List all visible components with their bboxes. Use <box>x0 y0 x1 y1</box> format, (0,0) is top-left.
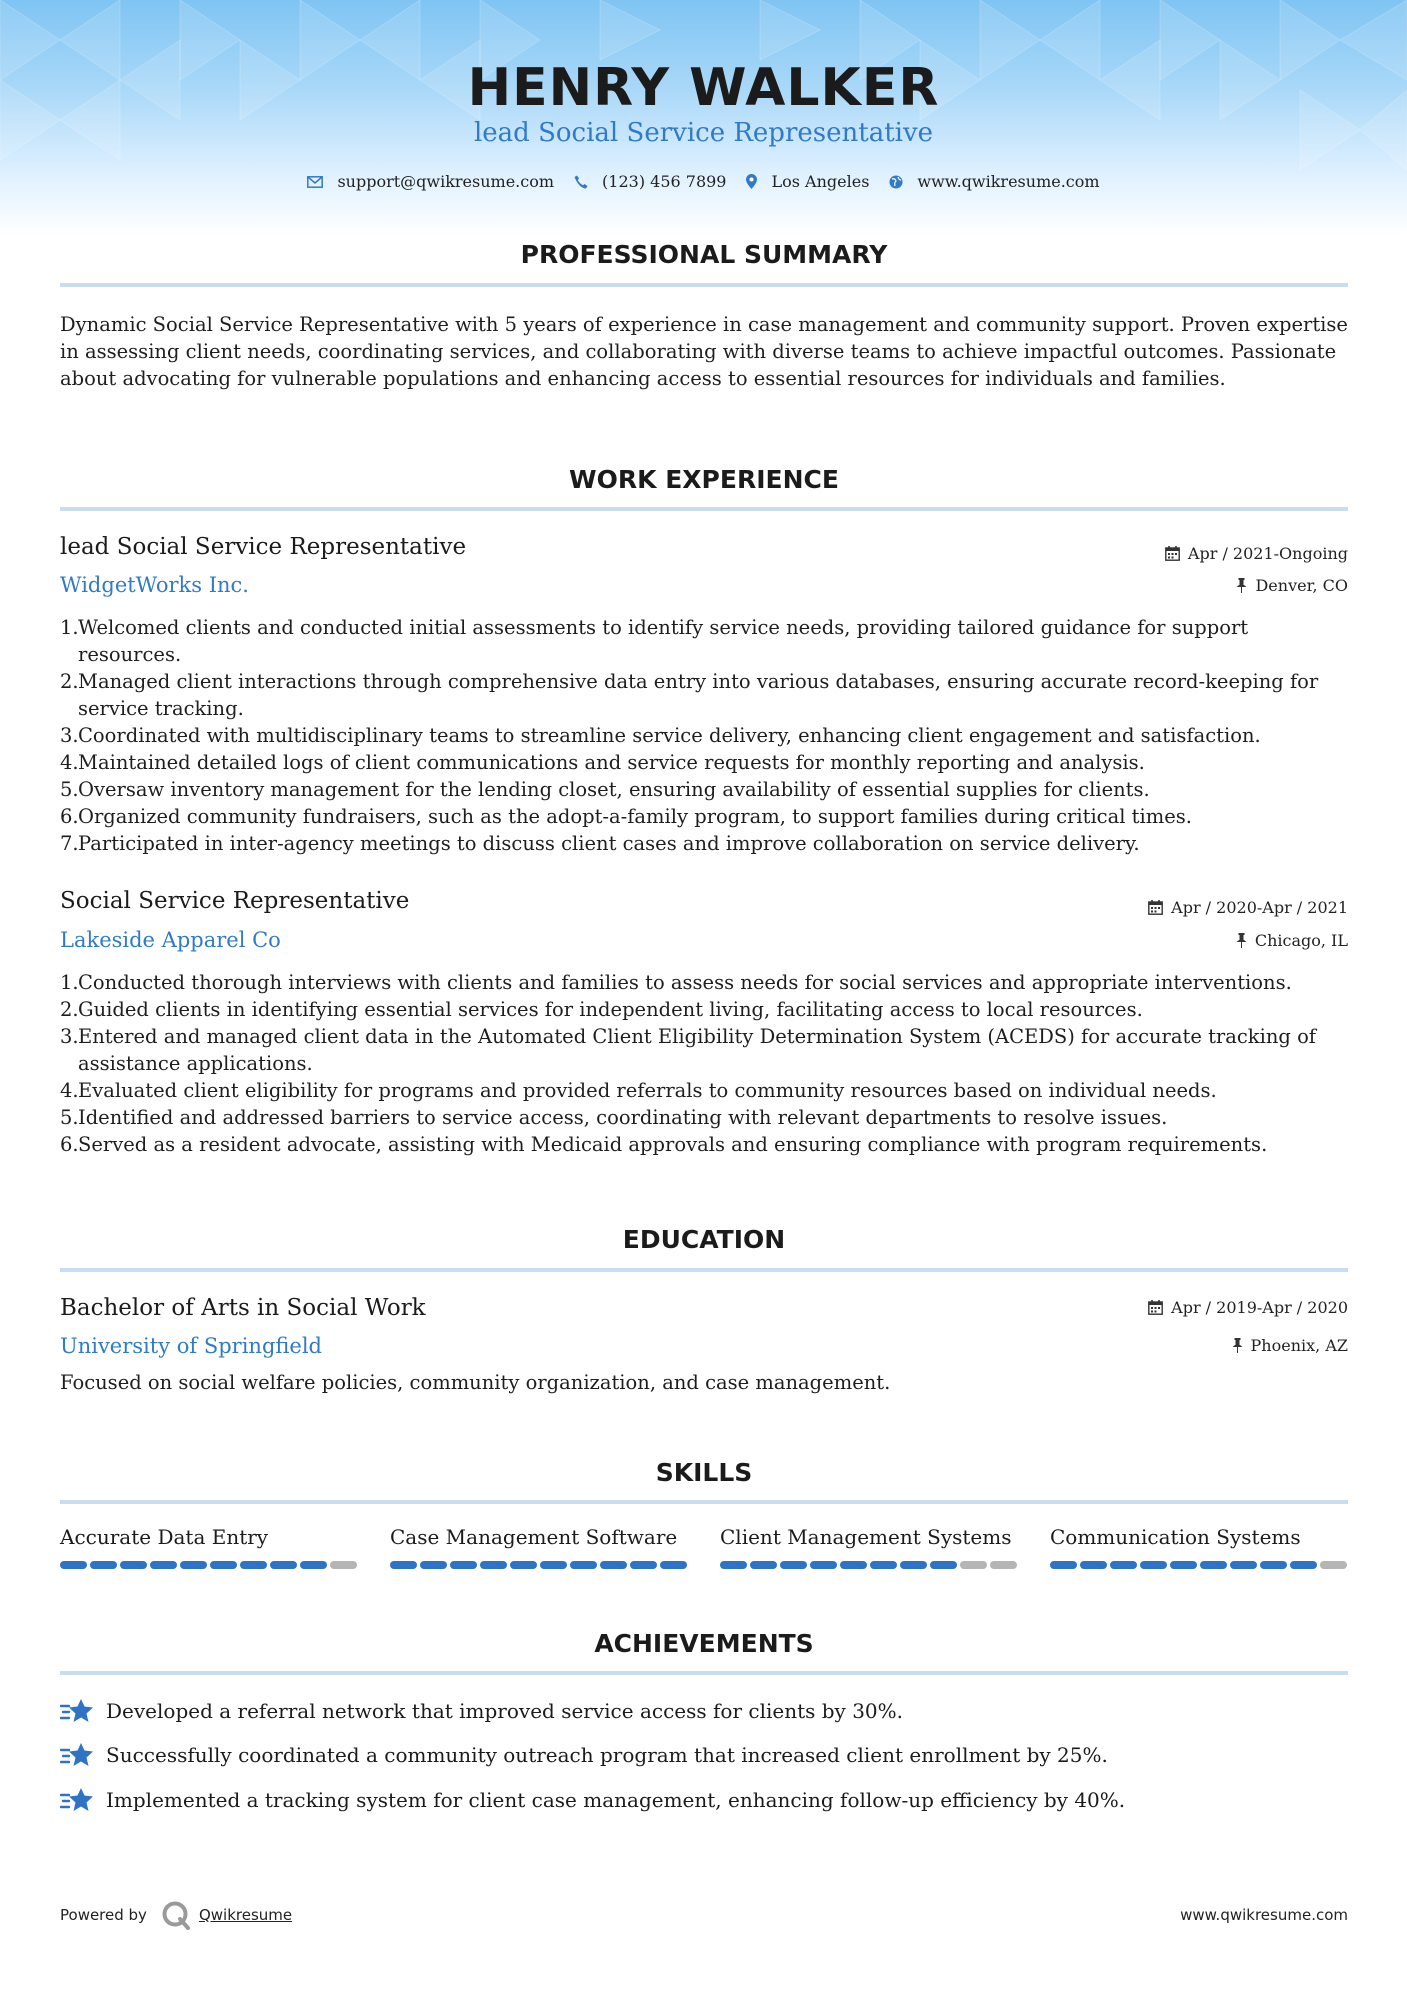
skill-level-bar <box>60 1561 360 1569</box>
job-dates <box>1148 898 1348 917</box>
achievement-item <box>60 1698 1350 1724</box>
achievements-divider <box>60 1671 1348 1675</box>
skill-level-bar <box>720 1561 1020 1569</box>
school-name: University of Springfield <box>60 1334 322 1358</box>
skill-segment-filled <box>480 1561 507 1569</box>
contact-website[interactable] <box>889 172 1099 191</box>
skill-segment-filled <box>1050 1561 1077 1569</box>
list-item: 2. Guided clients in identifying essential services for independent living, facilitating access to local resources. <box>60 998 1143 1021</box>
job-title: Social Service Representative <box>60 888 410 914</box>
skill-segment-filled <box>1260 1561 1287 1569</box>
list-item: 4. Maintained detailed logs of client communications and service requests for monthly reporting and analysis. <box>60 751 1145 774</box>
calendar-icon <box>1148 900 1163 915</box>
list-item: 6. Organized community fundraisers, such as the adopt-a-family program, to support families during critical times. <box>60 805 1192 828</box>
education-dates-text: Apr / 2019-Apr / 2020 <box>1171 1298 1348 1317</box>
contact-email[interactable] <box>307 172 554 191</box>
list-item: 4. Evaluated client eligibility for programs and provided referrals to community resources based on individual needs. <box>60 1079 1217 1102</box>
achievement-item <box>60 1742 1350 1768</box>
pushpin-icon <box>1236 578 1247 593</box>
job-location-text: Chicago, IL <box>1254 931 1348 950</box>
skill-segment-empty <box>990 1561 1017 1569</box>
phone-icon <box>574 175 588 189</box>
summary-text: Dynamic Social Service Representative with 5 years of experience in case management and community support. Proven expertise in assessing client needs, coordinating services, and collaborating with diverse teams to achieve impactful outcomes. Passionate about advocating for vulnerable populations and enhancing access to essential resources for individuals and families. <box>60 313 1348 390</box>
location-text: Los Angeles <box>771 172 870 191</box>
phone-text: (123) 456 7899 <box>602 172 727 191</box>
calendar-icon <box>1165 546 1180 561</box>
list-item: 7. Participated in inter-agency meetings to discuss client cases and improve collaboration on service delivery. <box>60 832 1140 855</box>
list-item: 1. Conducted thorough interviews with clients and families to assess needs for social services and appropriate interventions. <box>60 971 1292 994</box>
contact-location <box>746 172 869 191</box>
skill-segment-filled <box>180 1561 207 1569</box>
skill-item <box>60 1525 360 1569</box>
skill-label: Client Management Systems <box>720 1525 1012 1549</box>
footer-website[interactable]: www.qwikresume.com <box>1180 1906 1348 1924</box>
star-icon <box>60 1698 98 1724</box>
education-dates <box>1148 1298 1348 1317</box>
summary-divider <box>60 283 1348 287</box>
education-description: Focused on social welfare policies, community organization, and case management. <box>60 1371 891 1394</box>
skill-level-bar <box>1050 1561 1350 1569</box>
skill-segment-empty <box>960 1561 987 1569</box>
achievement-text: Successfully coordinated a community outreach program that increased client enrollment by 25%. <box>106 1743 1108 1767</box>
company-name: Lakeside Apparel Co <box>60 928 281 952</box>
skill-item <box>720 1525 1020 1569</box>
calendar-icon <box>1148 1300 1163 1315</box>
skill-segment-filled <box>240 1561 267 1569</box>
achievements-heading: ACHIEVEMENTS <box>594 1629 814 1658</box>
skill-label: Case Management Software <box>390 1525 678 1549</box>
website-text: www.qwikresume.com <box>917 172 1100 191</box>
list-item: 6. Served as a resident advocate, assisting with Medicaid approvals and ensuring compliance with program requirements. <box>60 1133 1268 1156</box>
company-name: WidgetWorks Inc. <box>60 573 249 597</box>
education-divider <box>60 1268 1348 1272</box>
skill-segment-filled <box>750 1561 777 1569</box>
skill-segment-filled <box>420 1561 447 1569</box>
skill-segment-empty <box>1320 1561 1347 1569</box>
skill-segment-filled <box>1170 1561 1197 1569</box>
education-location <box>1232 1336 1348 1355</box>
skill-segment-filled <box>600 1561 627 1569</box>
list-item: 5. Oversaw inventory management for the lending closet, ensuring availability of essential supplies for clients. <box>60 778 1150 801</box>
job-dates-text: Apr / 2020-Apr / 2021 <box>1171 898 1348 917</box>
pushpin-icon <box>1236 933 1247 948</box>
job-dates-text: Apr / 2021-Ongoing <box>1187 544 1348 563</box>
email-text: support@qwikresume.com <box>337 172 555 191</box>
skill-segment-filled <box>120 1561 147 1569</box>
skill-segment-filled <box>540 1561 567 1569</box>
job-location-text: Denver, CO <box>1255 576 1348 595</box>
envelope-icon <box>307 176 323 188</box>
skills-heading: SKILLS <box>655 1458 753 1487</box>
skill-segment-filled <box>150 1561 177 1569</box>
star-icon <box>60 1742 98 1768</box>
achievement-text: Implemented a tracking system for client case management, enhancing follow-up efficiency by 40%. <box>106 1788 1126 1812</box>
skill-segment-filled <box>270 1561 297 1569</box>
skill-segment-filled <box>840 1561 867 1569</box>
skill-segment-filled <box>60 1561 87 1569</box>
skills-divider <box>60 1500 1348 1504</box>
job-location <box>1236 576 1348 595</box>
pushpin-icon <box>1232 1338 1243 1353</box>
skill-segment-filled <box>660 1561 687 1569</box>
brand-link[interactable]: Qwikresume <box>198 1906 293 1924</box>
skill-segment-filled <box>390 1561 417 1569</box>
skill-segment-filled <box>450 1561 477 1569</box>
job-location <box>1236 931 1348 950</box>
skill-label: Accurate Data Entry <box>60 1525 269 1549</box>
skill-segment-filled <box>780 1561 807 1569</box>
skill-segment-empty <box>330 1561 357 1569</box>
skill-segment-filled <box>1080 1561 1107 1569</box>
skill-segment-filled <box>1200 1561 1227 1569</box>
skill-segment-filled <box>720 1561 747 1569</box>
contact-phone[interactable] <box>574 172 726 191</box>
skill-segment-filled <box>210 1561 237 1569</box>
globe-icon <box>889 175 903 189</box>
job-bullet-list <box>60 969 1350 1158</box>
candidate-name: HENRY WALKER <box>467 58 940 118</box>
list-item: 3. Coordinated with multidisciplinary teams to streamline service delivery, enhancing client engagement and satisfaction. <box>60 724 1261 747</box>
skill-segment-filled <box>630 1561 657 1569</box>
candidate-role: lead Social Service Representative <box>473 118 934 148</box>
education-location-text: Phoenix, AZ <box>1250 1336 1348 1355</box>
summary-heading: PROFESSIONAL SUMMARY <box>520 240 888 269</box>
skill-segment-filled <box>900 1561 927 1569</box>
skill-segment-filled <box>300 1561 327 1569</box>
job-bullet-list <box>60 614 1350 857</box>
skill-item <box>1050 1525 1350 1569</box>
skill-segment-filled <box>1140 1561 1167 1569</box>
skill-label: Communication Systems <box>1050 1525 1301 1549</box>
education-heading: EDUCATION <box>622 1225 786 1254</box>
skill-segment-filled <box>1230 1561 1257 1569</box>
map-pin-icon <box>746 174 757 189</box>
powered-by-label: Powered by <box>60 1906 147 1924</box>
qwikresume-logo-icon <box>161 1900 191 1930</box>
skill-level-bar <box>390 1561 690 1569</box>
experience-heading: WORK EXPERIENCE <box>569 465 839 494</box>
experience-divider <box>60 507 1348 511</box>
list-item: 1. Welcomed clients and conducted initial assessments to identify service needs, providing tailored guidance for support resources. <box>60 616 1249 666</box>
job-dates <box>1165 544 1348 563</box>
skill-segment-filled <box>810 1561 837 1569</box>
degree-title: Bachelor of Arts in Social Work <box>60 1295 426 1321</box>
skill-item <box>390 1525 690 1569</box>
achievement-text: Developed a referral network that improved service access for clients by 30%. <box>106 1699 904 1723</box>
skills-grid <box>60 1525 1350 1569</box>
skill-segment-filled <box>1290 1561 1317 1569</box>
footer-powered-by <box>60 1900 292 1930</box>
job-title: lead Social Service Representative <box>60 534 467 560</box>
skill-segment-filled <box>930 1561 957 1569</box>
skill-segment-filled <box>570 1561 597 1569</box>
achievement-item <box>60 1787 1350 1813</box>
skill-segment-filled <box>510 1561 537 1569</box>
skill-segment-filled <box>90 1561 117 1569</box>
contact-bar <box>0 172 1407 191</box>
list-item: 2. Managed client interactions through comprehensive data entry into various databases, ensuring accurate record-keeping for service tracking. <box>60 670 1319 720</box>
star-icon <box>60 1787 98 1813</box>
skill-segment-filled <box>870 1561 897 1569</box>
list-item: 5. Identified and addressed barriers to service access, coordinating with relevant departments to resolve issues. <box>60 1106 1168 1129</box>
list-item: 3. Entered and managed client data in the Automated Client Eligibility Determination System (ACEDS) for accurate tracking of assistance applications. <box>60 1025 1317 1075</box>
skill-segment-filled <box>1110 1561 1137 1569</box>
